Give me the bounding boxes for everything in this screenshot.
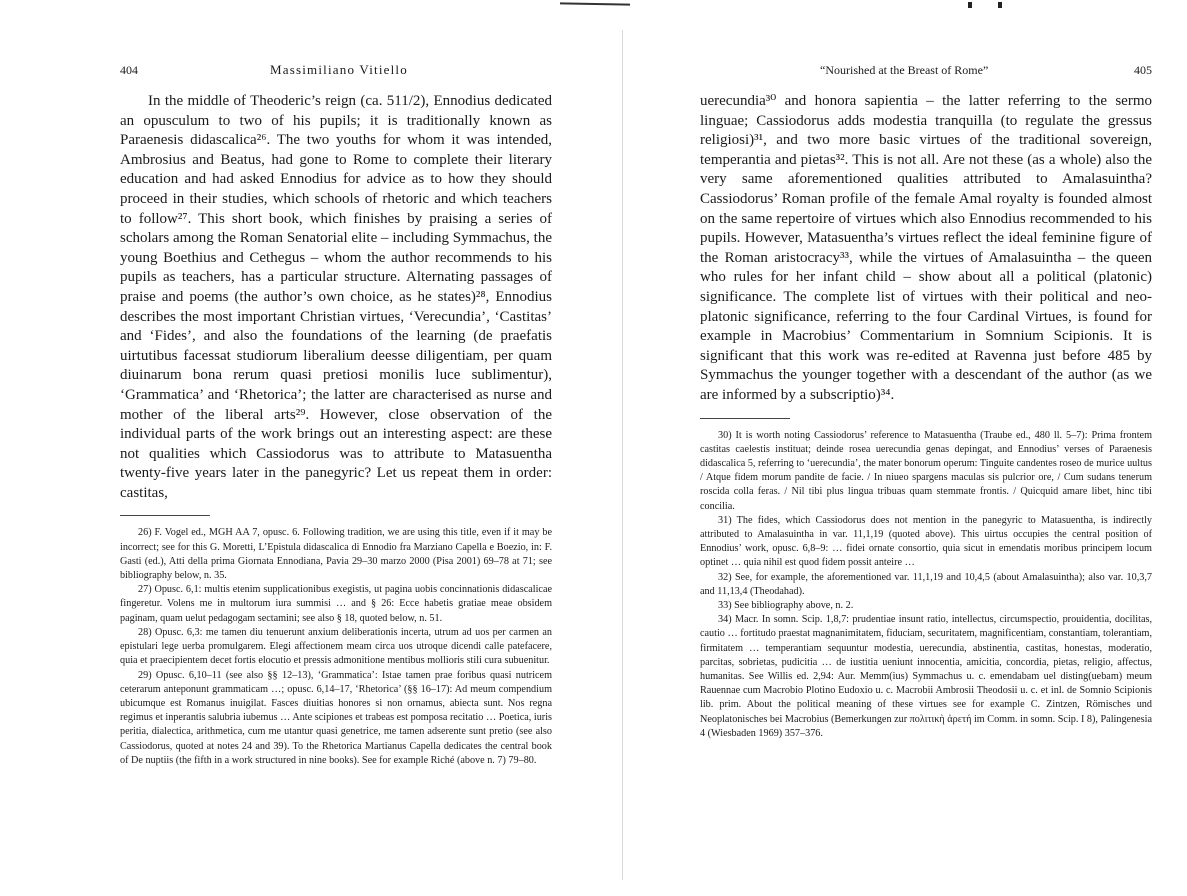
footnote: 30) It is worth noting Cassiodorus’ reference to Matasuentha (Traube ed., 480 ll. 5–7): Prima frontem castitas caelestis instituat; deinde rosea uerecundia genas depingat, and Ennodius’ verses of Paraenesis didascalica 5, referring to ‘uerecundia’, the mater bonorum operum: Tinguite candentes roseo de murice uultus / Atque fidem morum pandite de facie. / In niueo spargens maculas sis pulcrior ore, / Cum sudans tenerum roscida colla feras. / Nil tibi plus lingua tribuas quam stemmate frontis. / Quicquid amare libet, hinc tibi concilia. xyxy=(700,429,1152,512)
left-page-header xyxy=(120,60,552,80)
scan-mark xyxy=(998,2,1002,8)
footnote: 27) Opusc. 6,1: multis etenim supplicationibus exegistis, ut pagina uobis concinnationis didascalicae fingeretur. Volens me in multorum iura summisi … and § 26: Ecce habetis gratiae meae obsidem paginam, quam uelut pedagogam sectamini; see also § 18, quoted below, n. 51. xyxy=(120,584,552,624)
body-paragraph: uerecundia³⁰ and honora sapientia – the latter referring to the sermo linguae; Cassiodorus adds modestia tranquilla (to regulate the gressus religiosi)³¹, and two more basic virtues of the traditional sovereign, temperantia and pietas³². This is not all. Are not these (as a whole) also the very same aforementioned qualities attributed to Amalasuintha? Cassiodorus’ Roman profile of the female Amal royalty is founded almost on the same repertoire of virtues which also Ennodius recommended to his pupils. However, Matasuentha’s virtues reflect the ideal feminine figure of the Roman aristocracy³³, while the virtues of Amalasuintha – the queen who rules for her infant child – show about all a political (platonic) significance. The complete list of virtues with their political and neo-platonic significance, referring to the four Cardinal Virtues, is found for example in Macrobius’ Commentarium in Somnium Scipionis. It is significant that this work was re-edited at Ravenna just before 485 by Symmachus the younger together with a descendant of the author (as we are informed by a subscriptio)³⁴. xyxy=(700,93,1152,403)
running-head: Massimiliano Vitiello xyxy=(270,62,408,77)
footnote-rule xyxy=(700,418,790,419)
scan-mark xyxy=(968,2,972,8)
page-number: 405 xyxy=(1134,63,1152,77)
body-paragraph: In the middle of Theoderic’s reign (ca. 511/2), Ennodius dedicated an opusculum to two of his pupils; it is traditionally known as Paraenesis didascalica²⁶. The two youths for whom it was intended, Ambrosius and Beatus, had gone to Rome to complete their literary education and had asked Ennodius for advice as to how they should proceed in their studies, which schools of rhetoric and which teachers to follow²⁷. This short book, which finishes by praising a series of scholars among the Roman Senatorial elite – including Symmachus, the young Boethius and Cethegus – whom the author recommends to his pupils as teachers, has a particular structure. Alternating passages of praise and poems (the author’s own choice, as he states)²⁸, Ennodius describes the most important Christian virtues, ‘Verecundia’, ‘Castitas’ and ‘Fides’, and also the foundations of the learning (de praefatis uirtutibus facessat studiorum liberalium deesse diligentiam, per quam diuinarum bona rerum quasi pretiosi monilis luce sublimentur), ‘Grammatica’ and ‘Rhetorica’; the latter are characterised as nurse and mother of the liberal arts²⁹. However, close observation of the individual parts of the work brings out an interesting aspect: are these not qualities which Cassiodorus was to attribute to Matasuentha twenty-five years later in the panegyric? Let us repeat them in order: castitas, xyxy=(120,93,552,501)
footnote: 31) The fides, which Cassiodorus does not mention in the panegyric to Matasuentha, is indirectly attributed to Amalasuintha in var. 11,1,19 (quoted above). This uirtus occupies the central position of Ennodius’ work, opusc. 6,8–9: … fidei ornate consortio, quia sicut in emendatis moribus principem locum optinet … quia nihil est quod fidem possit anteire … xyxy=(700,514,1152,569)
left-page xyxy=(120,60,552,768)
right-page-header xyxy=(700,60,1152,80)
footnote-rule xyxy=(120,515,210,516)
footnote: 32) See, for example, the aforementioned var. 11,1,19 and 10,4,5 (about Amalasuintha); also var. 10,3,7 and 11,13,4 (Theodahad). xyxy=(700,571,1152,597)
footnote: 28) Opusc. 6,3: me tamen diu tenuerunt anxium deliberationis incerta, utrum ad uos per carmen an epistulari lege uerba promulgarem. Elegi affectionem meam circa uos utroque dicendi calle patefacere, quia et praecipientem decet fortis elocutio et pressis admonitione mentibus mollioris stili cura subuenitur. xyxy=(120,626,552,667)
book-gutter xyxy=(622,30,623,880)
footnote: 34) Macr. In somn. Scip. 1,8,7: prudentiae insunt ratio, intellectus, circumspectio, prouidentia, docilitas, cautio … fortitudo praestat magnanimitatem, fiduciam, securitatem, magnificentiam, constantiam, tolerantiam, firmitatem … temperantiam sequuntur modestia, uerecundia, abstinentia, castitas, honestas, moderatio, parcitas, sobrietas, pudicitia … de iustitia ueniunt innocentia, amicitia, concordia, pietas, religio, affectus, humanitas. See Willis ed. 2,94: Aur. Memm(ius) Symmachus u. c. emendabam uel disting(uebam) meum Rauennae cum Macrobio Plotino Eudoxio u. c. Macrobii Ambrosii Theodosii u. c. et inl. de Somnio Scipionis lib. prim. About the political meaning of these virtues see for example C. Zintzen, Römisches und Neoplatonisches bei Macrobius (Bemerkungen zur πολιτικὴ ἀρετή im Comm. in somn. Scip. I 8), Palingenesia 4 (Wiesbaden 1969) 357–376. xyxy=(700,614,1152,739)
scan-edge-line xyxy=(560,2,630,5)
left-body xyxy=(120,92,552,503)
right-body xyxy=(700,92,1152,406)
right-footnotes xyxy=(700,429,1152,741)
footnote: 33) See bibliography above, n. 2. xyxy=(718,599,854,611)
left-footnotes xyxy=(120,526,552,767)
right-page xyxy=(700,60,1152,741)
footnote: 26) F. Vogel ed., MGH AA 7, opusc. 6. Following tradition, we are using this title, even if it may be incorrect; see for this G. Moretti, L’Epistula didascalica di Ennodio fra Marziano Capella e Boezio, in: F. Gasti (ed.), Atti della prima Giornata Ennodiana, Pavia 29–30 marzo 2000 (Pisa 2001) 69–78 at 71; see bibliography below, n. 35. xyxy=(120,527,552,582)
footnote: 29) Opusc. 6,10–11 (see also §§ 12–13), ‘Grammatica’: Istae tamen prae foribus quasi nutricem ceterarum anteponunt grammaticam …; opusc. 6,14–17, ‘Rhetorica’ (§§ 16–17): Ad meum compendium ubicumque est Romanus inuigilat. Fasces diuitias honores si non ornamus, abiecta sunt. Nos regna regimus et inperantis salubria iubemus … Ante scipiones et trabeas est pomposa recitatio … Poetica, iuris peritia, dialectica, arithmetica, cum me utantur quasi genetrice, me tamen adserente sunt pretio (see also Cassiodorus, quoted at notes 24 and 39). To the Rhetorica Martianus Capella dedicates the central book of De nuptiis (the fifth in a work structured in nine books). See for example Riché (above n. 7) 79–80. xyxy=(120,669,552,766)
page-number: 404 xyxy=(120,63,138,77)
running-head: “Nourished at the Breast of Rome” xyxy=(820,63,989,77)
